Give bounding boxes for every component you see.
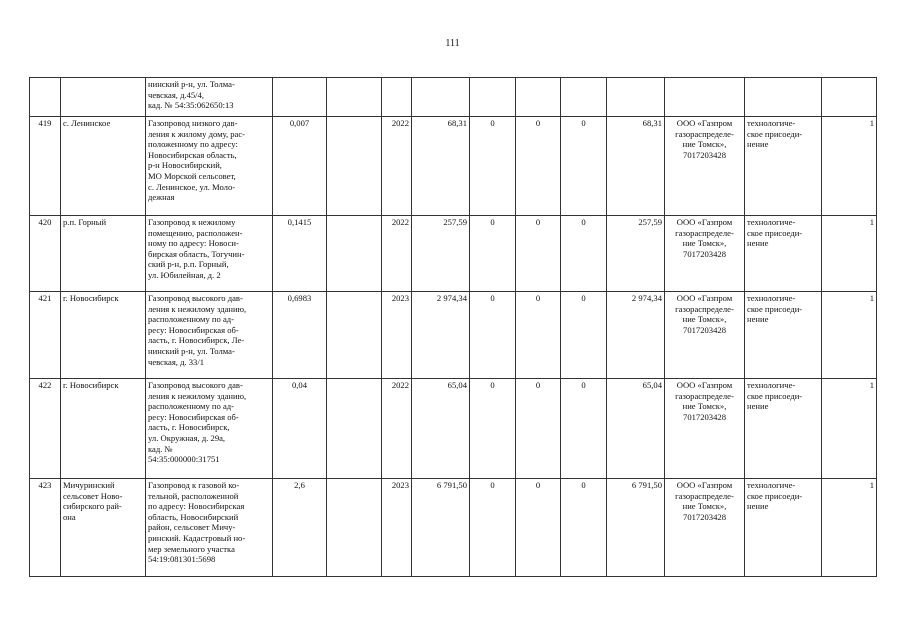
total-cost-cell: [412, 78, 470, 117]
empty-cell: [327, 379, 382, 479]
empty-cell: [327, 216, 382, 292]
value-cell: 0: [516, 292, 561, 379]
organization-cell: ООО «Газпром газораспределе- ние Томск», 7017203428: [665, 479, 745, 577]
value-cell: 0: [470, 479, 516, 577]
length-cell: 0,007: [273, 117, 327, 216]
count-cell: 1: [822, 292, 877, 379]
cost-cell: 257,59: [607, 216, 665, 292]
year-cell: 2023: [382, 479, 412, 577]
count-cell: [822, 78, 877, 117]
year-cell: [382, 78, 412, 117]
length-cell: 2,6: [273, 479, 327, 577]
year-cell: 2022: [382, 379, 412, 479]
year-cell: 2022: [382, 117, 412, 216]
cost-cell: 65,04: [607, 379, 665, 479]
count-cell: 1: [822, 216, 877, 292]
row-number: [30, 78, 61, 117]
settlement-cell: [61, 78, 146, 117]
count-cell: 1: [822, 117, 877, 216]
table-row: [30, 216, 877, 292]
year-cell: 2022: [382, 216, 412, 292]
value-cell: 0: [516, 379, 561, 479]
length-cell: [273, 78, 327, 117]
purpose-cell: технологиче- ское присоеди- нение: [745, 479, 822, 577]
cost-cell: [607, 78, 665, 117]
settlement-cell: Мичуринский сельсовет Ново- сибирского рай- она: [61, 479, 146, 577]
page-number: 111: [445, 38, 460, 49]
length-cell: 0,1415: [273, 216, 327, 292]
empty-cell: [327, 292, 382, 379]
settlement-cell: г. Новосибирск: [61, 379, 146, 479]
object-description-cell: Газопровод высокого дав- ления к нежилому зданию, расположенному по ад- ресу: Новосибирская об- ласть, г. Новосибирск, ул. Окружная, д. 29а, кад. № 54:35:000000:31751: [146, 379, 273, 479]
object-description-cell: Газопровод к нежилому помещению, расположен- ному по адресу: Новоси- бирская область, Тогучин- ский р-н, р.п. Горный, ул. Юбилейная, д. 2: [146, 216, 273, 292]
total-cost-cell: 2 974,34: [412, 292, 470, 379]
empty-cell: [327, 78, 382, 117]
total-cost-cell: 257,59: [412, 216, 470, 292]
value-cell: 0: [516, 216, 561, 292]
value-cell: [470, 78, 516, 117]
value-cell: 0: [470, 379, 516, 479]
table-row: [30, 78, 877, 117]
table-row: [30, 292, 877, 379]
row-number: 421: [30, 292, 61, 379]
row-number: 420: [30, 216, 61, 292]
value-cell: 0: [470, 117, 516, 216]
organization-cell: [665, 78, 745, 117]
organization-cell: ООО «Газпром газораспределе- ние Томск», 7017203428: [665, 216, 745, 292]
cost-cell: 68,31: [607, 117, 665, 216]
length-cell: 0,04: [273, 379, 327, 479]
value-cell: 0: [470, 216, 516, 292]
value-cell: 0: [561, 216, 607, 292]
row-number: 419: [30, 117, 61, 216]
empty-cell: [327, 479, 382, 577]
value-cell: 0: [561, 292, 607, 379]
table-row: [30, 117, 877, 216]
object-description-cell: Газопровод высокого дав- ления к нежилому зданию, расположенному по ад- ресу: Новосибирская об- ласть, г. Новосибирск, Ле- нинский р-н, ул. Толма- чевская, д. 33/1: [146, 292, 273, 379]
value-cell: 0: [516, 479, 561, 577]
organization-cell: ООО «Газпром газораспределе- ние Томск», 7017203428: [665, 379, 745, 479]
purpose-cell: [745, 78, 822, 117]
empty-cell: [327, 117, 382, 216]
length-cell: 0,6983: [273, 292, 327, 379]
value-cell: 0: [561, 117, 607, 216]
cost-cell: 6 791,50: [607, 479, 665, 577]
table-row: [30, 479, 877, 577]
year-cell: 2023: [382, 292, 412, 379]
total-cost-cell: 6 791,50: [412, 479, 470, 577]
purpose-cell: технологиче- ское присоеди- нение: [745, 216, 822, 292]
value-cell: [561, 78, 607, 117]
object-description-cell: нинский р-н, ул. Толма- чевская, д.45/4, кад. № 54:35:062650:13: [146, 78, 273, 117]
organization-cell: ООО «Газпром газораспределе- ние Томск», 7017203428: [665, 292, 745, 379]
value-cell: 0: [470, 292, 516, 379]
count-cell: 1: [822, 479, 877, 577]
purpose-cell: технологиче- ское присоеди- нение: [745, 117, 822, 216]
total-cost-cell: 68,31: [412, 117, 470, 216]
value-cell: 0: [561, 379, 607, 479]
organization-cell: ООО «Газпром газораспределе- ние Томск», 7017203428: [665, 117, 745, 216]
total-cost-cell: 65,04: [412, 379, 470, 479]
value-cell: 0: [516, 117, 561, 216]
cost-cell: 2 974,34: [607, 292, 665, 379]
purpose-cell: технологиче- ское присоеди- нение: [745, 379, 822, 479]
purpose-cell: технологиче- ское присоеди- нение: [745, 292, 822, 379]
table-row: [30, 379, 877, 479]
row-number: 422: [30, 379, 61, 479]
settlement-cell: р.п. Горный: [61, 216, 146, 292]
value-cell: 0: [561, 479, 607, 577]
gas-pipeline-registry-table: [29, 77, 877, 577]
object-description-cell: Газопровод к газовой ко- тельной, расположенной по адресу: Новосибирская область, Новосибирский район, сельсовет Мичу- ринский. Кадастровый но- мер земельного участка 54:19:081301:5698: [146, 479, 273, 577]
object-description-cell: Газопровод низкого дав- ления к жилому дому, рас- положенному по адресу: Новосибирская область, р-н Новосибирский, МО Морской сельсовет, с. Ленинское, ул. Моло- дежная: [146, 117, 273, 216]
settlement-cell: г. Новосибирск: [61, 292, 146, 379]
settlement-cell: с. Ленинское: [61, 117, 146, 216]
row-number: 423: [30, 479, 61, 577]
value-cell: [516, 78, 561, 117]
count-cell: 1: [822, 379, 877, 479]
